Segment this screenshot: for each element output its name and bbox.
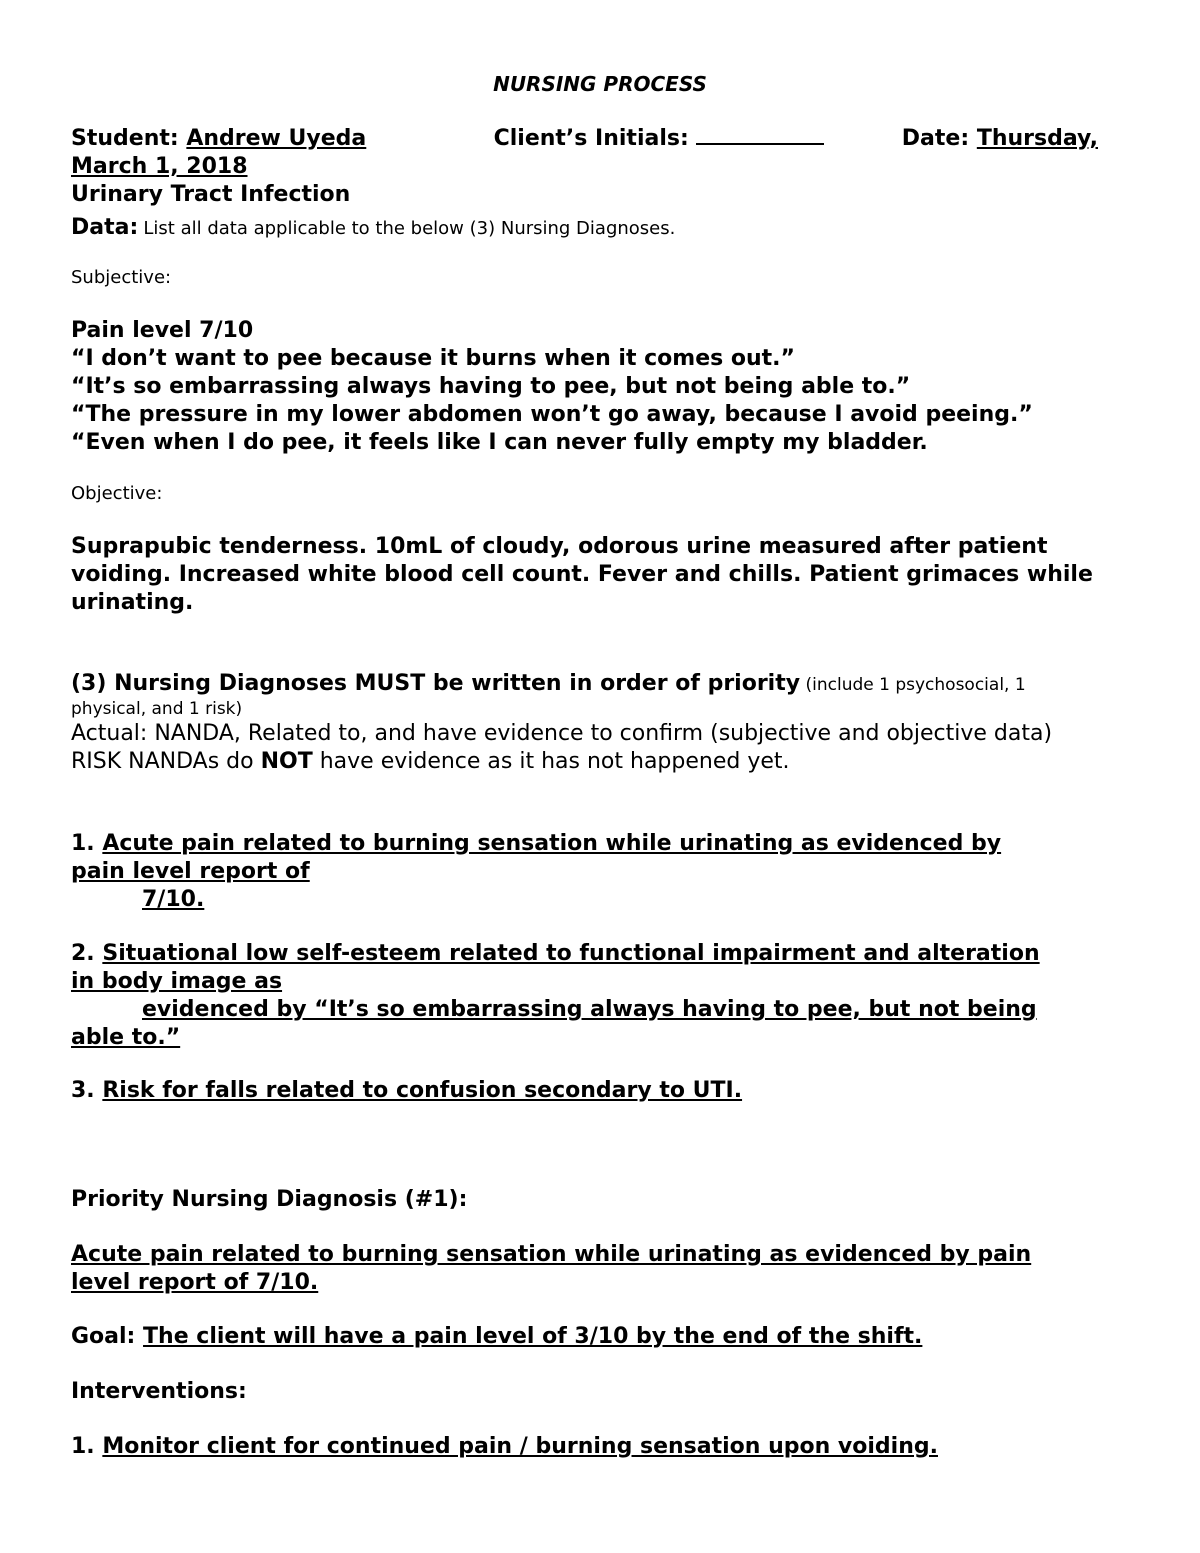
client-initials-blank [696,125,824,145]
diagnosis-2 [71,940,1141,1052]
goal [71,1323,1141,1351]
goal-label: Goal: [71,1324,136,1349]
subjective-line: “The pressure in my lower abdomen won’t go away, because I avoid peeing.” [71,402,1033,427]
diagnosis-number: 2. [71,941,95,966]
diagnosis-text: Situational low self-esteem related to functional impairment and alteration [102,941,1040,966]
client-initials-label: Client’s Initials: [493,126,689,151]
priority-diagnosis [71,1241,1141,1297]
subjective-data [71,317,1141,457]
data-instruction [71,214,1141,242]
subjective-line: “Even when I do pee, it feels like I can never fully empty my bladder. [71,430,928,455]
condition-title: Urinary Tract Infection [71,182,351,207]
interventions-label: Interventions: [71,1379,247,1404]
diagnosis-text: evidenced by “It’s so embarrassing always having to pee, but not being [142,997,1037,1022]
diagnosis-text: Acute pain related to burning sensation while urinating as evidenced by [102,831,1002,856]
data-instruction-text: all data applicable to the below (3) Nursing Diagnoses. [174,218,676,239]
diagnosis-text: Risk for falls related to confusion secondary to UTI. [102,1078,743,1103]
date-label: Date: [901,126,970,151]
diagnosis-3 [71,1077,1141,1105]
date-value-part2: March 1, 2018 [71,154,248,179]
diagnosis-number: 3. [71,1078,95,1103]
risk-text-post: have evidence as it has not happened yet. [312,749,790,774]
page-title: NURSING PROCESS [493,72,707,96]
diagnosis-number: 1. [71,831,95,856]
priority-diagnosis-line: Acute pain related to burning sensation while urinating as evidenced by pain [71,1242,1032,1267]
diagnoses-instructions [71,670,1141,776]
diagnosis-text: 7/10. [142,887,205,912]
diagnosis-text: pain level report of [71,859,310,884]
subjective-line: “It’s so embarrassing always having to pee, but not being able to.” [71,374,911,399]
subjective-label: Subjective: [71,267,172,288]
instructions-note-part1: (include 1 psychosocial, 1 [800,675,1026,695]
risk-text-not: NOT [260,749,313,774]
data-instruction-list: List [143,218,175,239]
diagnosis-1 [71,830,1141,914]
subjective-line: Pain level 7/10 [71,318,254,343]
objective-label: Objective: [71,483,163,504]
data-label: Data: [71,215,139,240]
actual-instructions: Actual: NANDA, Related to, and have evidence to confirm (subjective and objective data) [71,721,1053,746]
student-label: Student: [71,126,179,151]
diagnosis-text: in body image as [71,969,283,994]
date-value-part1: Thursday, [976,126,1098,151]
header-info [71,125,1141,209]
risk-text-pre: RISK NANDAs do [71,749,261,774]
intervention-1 [71,1433,1141,1461]
diagnosis-text: able to.” [71,1025,181,1050]
goal-text: The client will have a pain level of 3/10 by the end of the shift. [143,1324,923,1349]
priority-diagnosis-line: level report of 7/10. [71,1270,319,1295]
student-name: Andrew Uyeda [186,126,367,151]
subjective-line: “I don’t want to pee because it burns when it comes out.” [71,346,796,371]
intervention-number: 1. [71,1434,95,1459]
instructions-heading: (3) Nursing Diagnoses MUST be written in order of priority [71,671,801,696]
objective-data: Suprapubic tenderness. 10mL of cloudy, odorous urine measured after patient voiding. Increased white blood cell count. Fever and chills. Patient grimaces while urinating. [71,534,1093,615]
priority-heading: Priority Nursing Diagnosis (#1): [71,1187,468,1212]
risk-instructions [71,748,1141,776]
instructions-note-part2: physical, and 1 risk) [71,699,243,719]
intervention-text: Monitor client for continued pain / burning sensation upon voiding. [102,1434,938,1459]
